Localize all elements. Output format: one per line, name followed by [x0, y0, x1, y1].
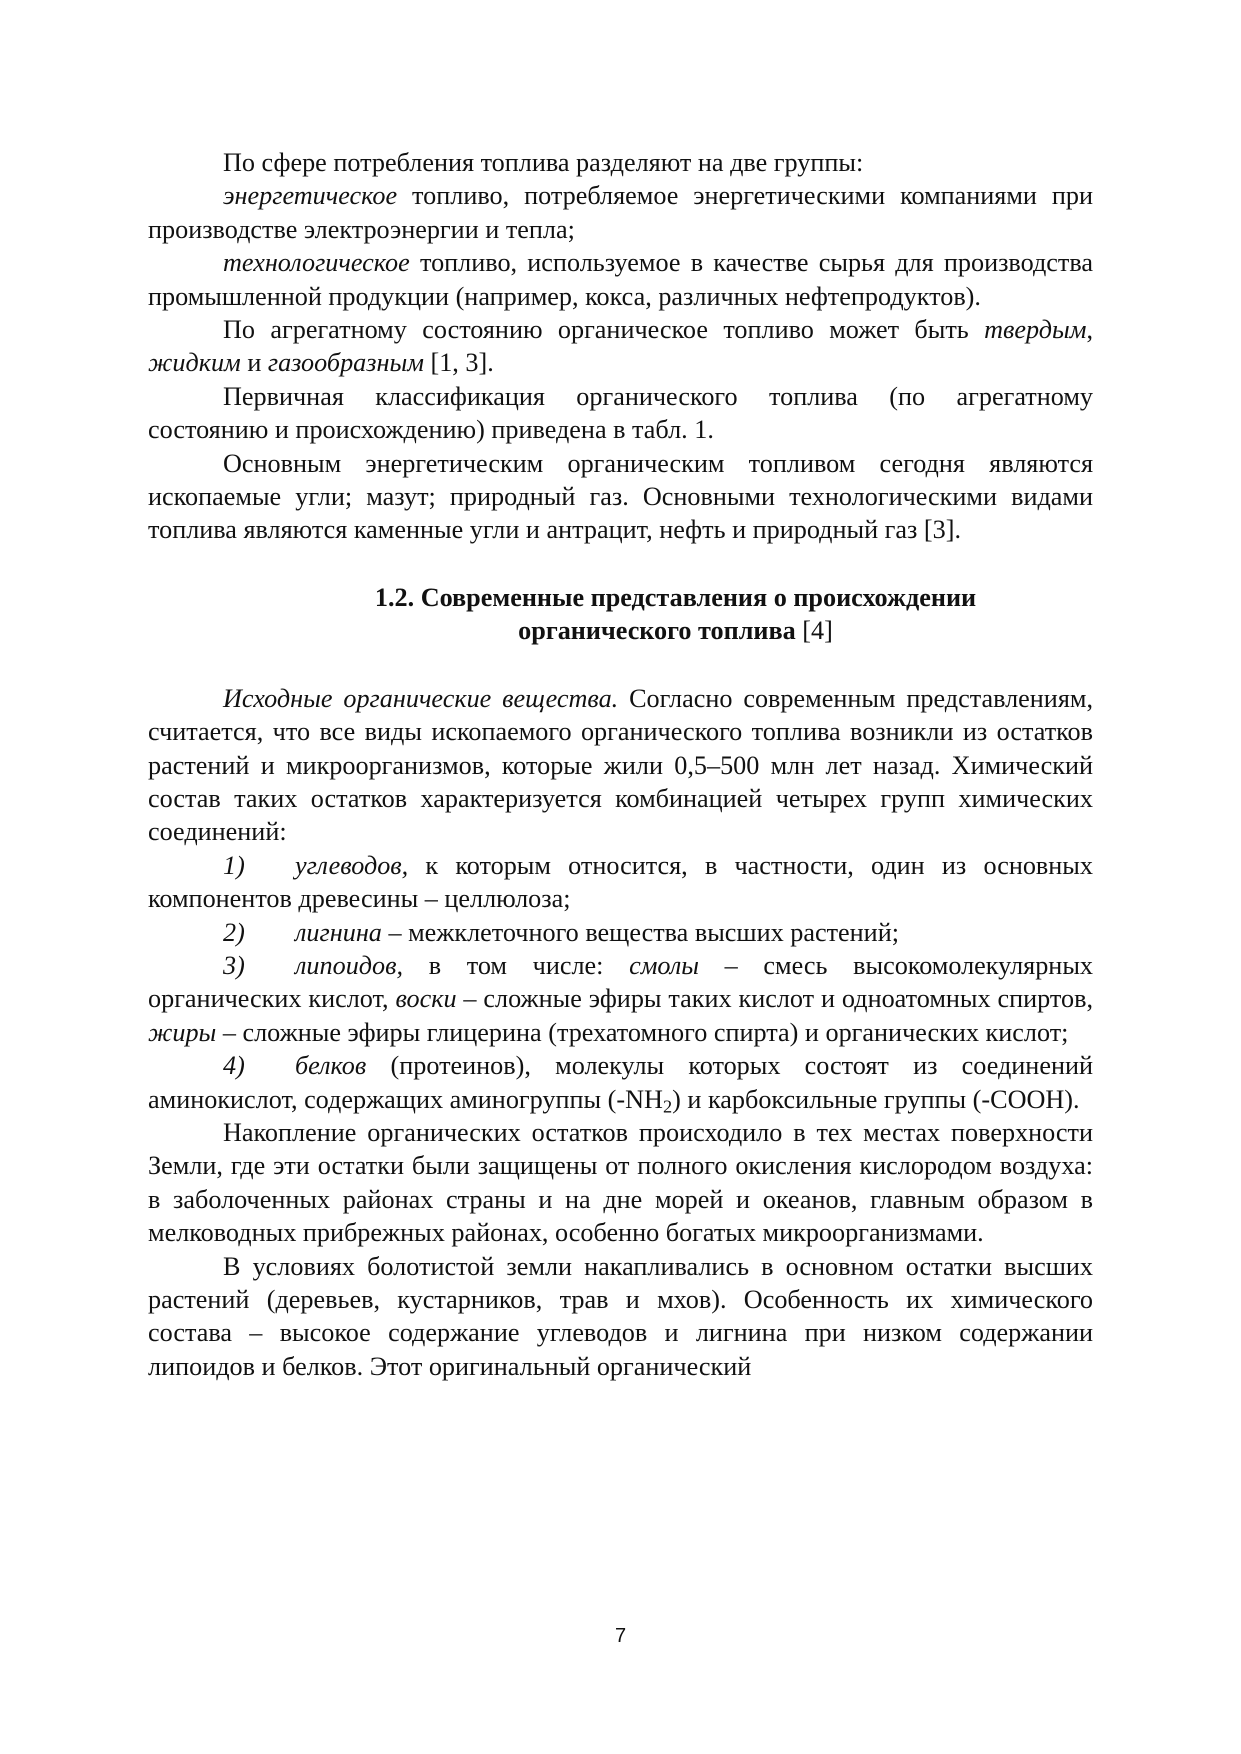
list-item-3-text-a: в том числе: — [403, 950, 630, 980]
term-carbohydrates: углеводов, — [295, 850, 409, 880]
heading-line-2-text: органического топлива — [518, 616, 796, 646]
paragraph-aggregate-state — [148, 313, 1093, 380]
list-item-3 — [148, 949, 1093, 1049]
paragraph-initial-substances-text: Согласно современным представлениям, считается, что все виды ископаемого органического топлива возникли из остатков растений и микроорганизмов, которые жили 0,5–500 млн лет назад. Химический состав таких остатков характеризуется комбинацией четырех групп химических соединений: — [148, 683, 1093, 847]
aggregate-intro: По агрегатному состоянию органическое топливо может быть — [223, 315, 985, 345]
paragraph-main-fuels: Основным энергетическим органическим топливом сегодня являются ископаемые угли; мазут; природный газ. Основными технологическими видами топлива являются каменные угли и антрацит, нефть и природный газ [3]. — [148, 448, 1093, 545]
list-item-1-text: к которым относится, в частности, один из основных компонентов древесины – целлюлоза; — [148, 850, 1093, 914]
list-number-3: 3) — [223, 950, 245, 980]
page-content — [148, 146, 1093, 1383]
paragraph-initial-substances — [148, 682, 1093, 849]
list-number-4: 4) — [223, 1051, 245, 1081]
term-waxes: воски — [395, 984, 457, 1014]
subscript-2: 2 — [662, 1096, 673, 1117]
list-item-4-text-b: ) и карбоксильные группы (-COOH). — [672, 1084, 1080, 1114]
paragraph-tech-fuel — [148, 246, 1093, 313]
term-solid: твердым — [984, 315, 1087, 345]
aggregate-ref: [1, 3]. — [423, 348, 494, 378]
paragraph-energy-fuel-text: топливо, потребляемое энергетическими компаниями при производстве электроэнергии и тепла; — [148, 181, 1093, 244]
term-gaseous: газообразным — [267, 348, 424, 378]
list-number-1: 1) — [223, 850, 245, 880]
list-item-4-text-a: (протеинов), молекулы которых состоят из соединений аминокислот, содержащих аминогруппы (-NH — [148, 1051, 1093, 1114]
term-liquid: жидким — [148, 348, 241, 378]
paragraph-accumulation: Накопление органических остатков происходило в тех местах поверхности Земли, где эти остатки были защищены от полного окисления кислородом воздуха: в заболоченных районах страны и на дне морей и океанов, главным образом в мелководных прибрежных районах, особенно богатых микроорганизмами. — [148, 1117, 1093, 1248]
paragraph-swamp-conditions: В условиях болотистой земли накапливались в основном остатки высших растений (деревьев, кустарников, трав и мхов). Особенность их химического состава – высокое содержание углеводов и лигнина при низком содержании липоидов и белков. Этот оригинальный органический — [148, 1251, 1093, 1381]
list-item-3-text-d: – сложные эфиры глицерина (трехатомного спирта) и органических кислот; — [216, 1017, 1069, 1047]
paragraph-classification: Первичная классификация органического топлива (по агрегатному состоянию и происхождению) приведена в табл. 1. — [148, 381, 1093, 445]
term-energy: энергетическое — [223, 181, 398, 211]
heading-line-1: 1.2. Современные представления о происхождении — [374, 582, 977, 612]
heading-ref: [4] — [795, 616, 833, 646]
term-resins: смолы — [629, 950, 700, 980]
paragraph-tech-fuel-text: топливо, используемое в качестве сырья для производства промышленной продукции (например, кокса, различных нефтепродуктов). — [148, 248, 1093, 311]
paragraph-consumption-groups: По сфере потребления топлива разделяют на две группы: — [223, 148, 864, 177]
list-item-1 — [148, 849, 1093, 916]
heading-line-2 — [258, 614, 1093, 647]
page-number: 7 — [614, 1625, 627, 1647]
list-number-2: 2) — [223, 917, 245, 947]
list-item-2-text: – межклеточного вещества высших растений; — [381, 917, 899, 947]
list-item-3-text-c: – сложные эфиры таких кислот и одноатомных спиртов, — [456, 984, 1093, 1014]
term-lipoids: липоидов, — [295, 950, 404, 980]
list-item-3-text-b: – смесь высокомолекулярных органических кислот, — [148, 950, 1094, 1014]
sep-2: и — [240, 348, 268, 378]
sep-1: , — [1086, 315, 1093, 345]
term-initial-substances: Исходные органические вещества. — [223, 683, 619, 713]
section-heading — [148, 581, 1093, 648]
term-proteins: белков — [295, 1051, 367, 1081]
term-fats: жиры — [148, 1017, 217, 1047]
paragraph-energy-fuel — [148, 179, 1093, 246]
list-item-2 — [148, 916, 1093, 949]
list-item-4 — [148, 1049, 1093, 1116]
term-technological: технологическое — [223, 248, 410, 278]
term-lignin: лигнина — [295, 917, 382, 947]
